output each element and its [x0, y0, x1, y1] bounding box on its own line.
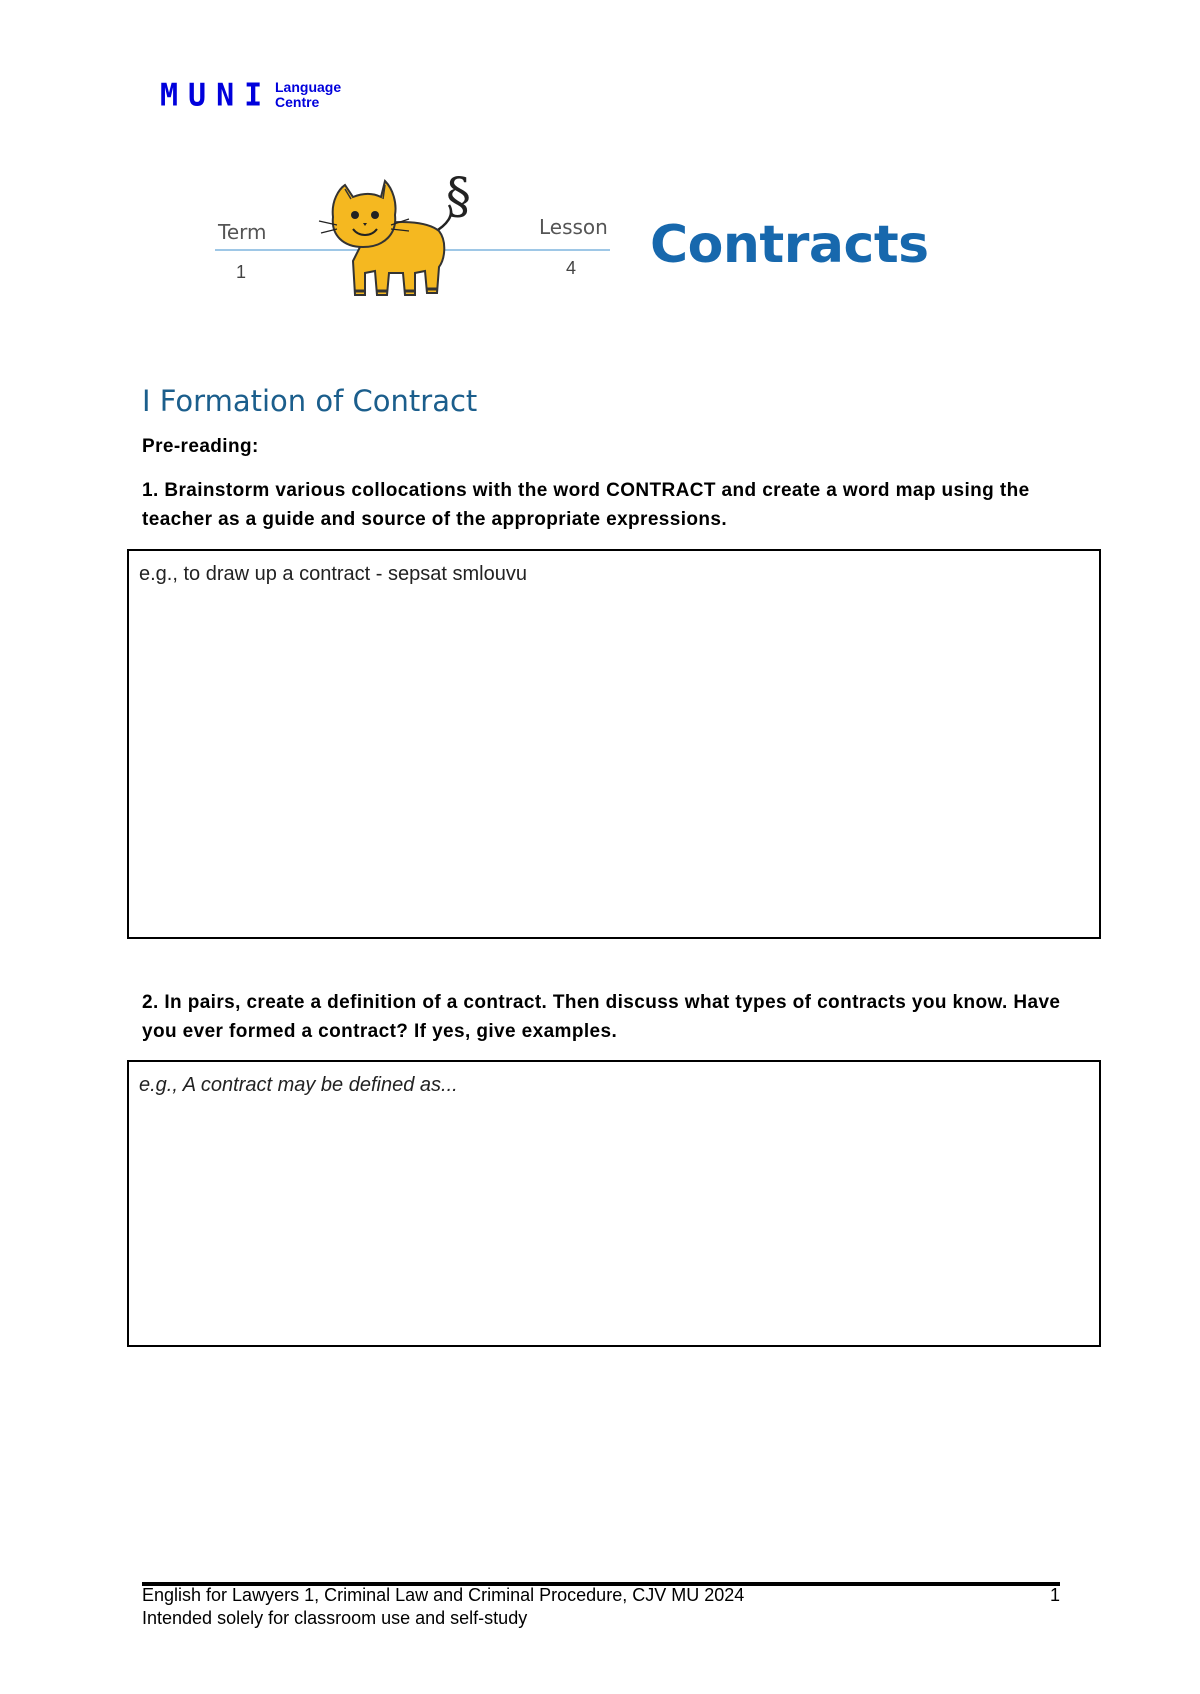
- task-1-prompt: 1. Brainstorm various collocations with the word CONTRACT and create a word map using the teacher as a guide and source of the appropriate expressions.: [142, 480, 1030, 530]
- footer-course-line: [142, 1585, 1060, 1606]
- term-label: Term: [218, 220, 267, 244]
- paragraph-symbol-icon: §: [446, 167, 471, 225]
- logo-brand: MUNI: [160, 77, 273, 114]
- section-heading: I Formation of Contract: [142, 384, 478, 418]
- task-2-answer-box[interactable]: [127, 1060, 1101, 1347]
- lesson-label: Lesson: [539, 215, 608, 239]
- term-value: 1: [236, 262, 247, 282]
- lesson-banner: [210, 167, 929, 305]
- task-2-prompt: 2. In pairs, create a definition of a contract. Then discuss what types of contracts you know. Have you ever formed a contract? If yes, give examples.: [142, 992, 1061, 1042]
- task-1-answer-box[interactable]: [127, 549, 1101, 939]
- lesson-value: 4: [566, 258, 577, 278]
- footer-course-text: English for Lawyers 1, Criminal Law and Criminal Procedure, CJV MU 2024: [142, 1585, 745, 1605]
- footer-usage-note: Intended solely for classroom use and self-study: [142, 1608, 528, 1628]
- logo-subtitle-line2: Centre: [275, 94, 320, 110]
- task-2-example: e.g., A contract may be defined as...: [139, 1074, 458, 1096]
- lesson-title: Contracts: [650, 215, 929, 275]
- logo-subtitle-line1: Language: [275, 79, 342, 95]
- task-1-example: e.g., to draw up a contract - sepsat smlouvu: [139, 563, 527, 585]
- page-number: 1: [1049, 1585, 1060, 1605]
- logo-subtitle: [275, 80, 341, 110]
- pre-reading-label: Pre-reading:: [142, 436, 259, 457]
